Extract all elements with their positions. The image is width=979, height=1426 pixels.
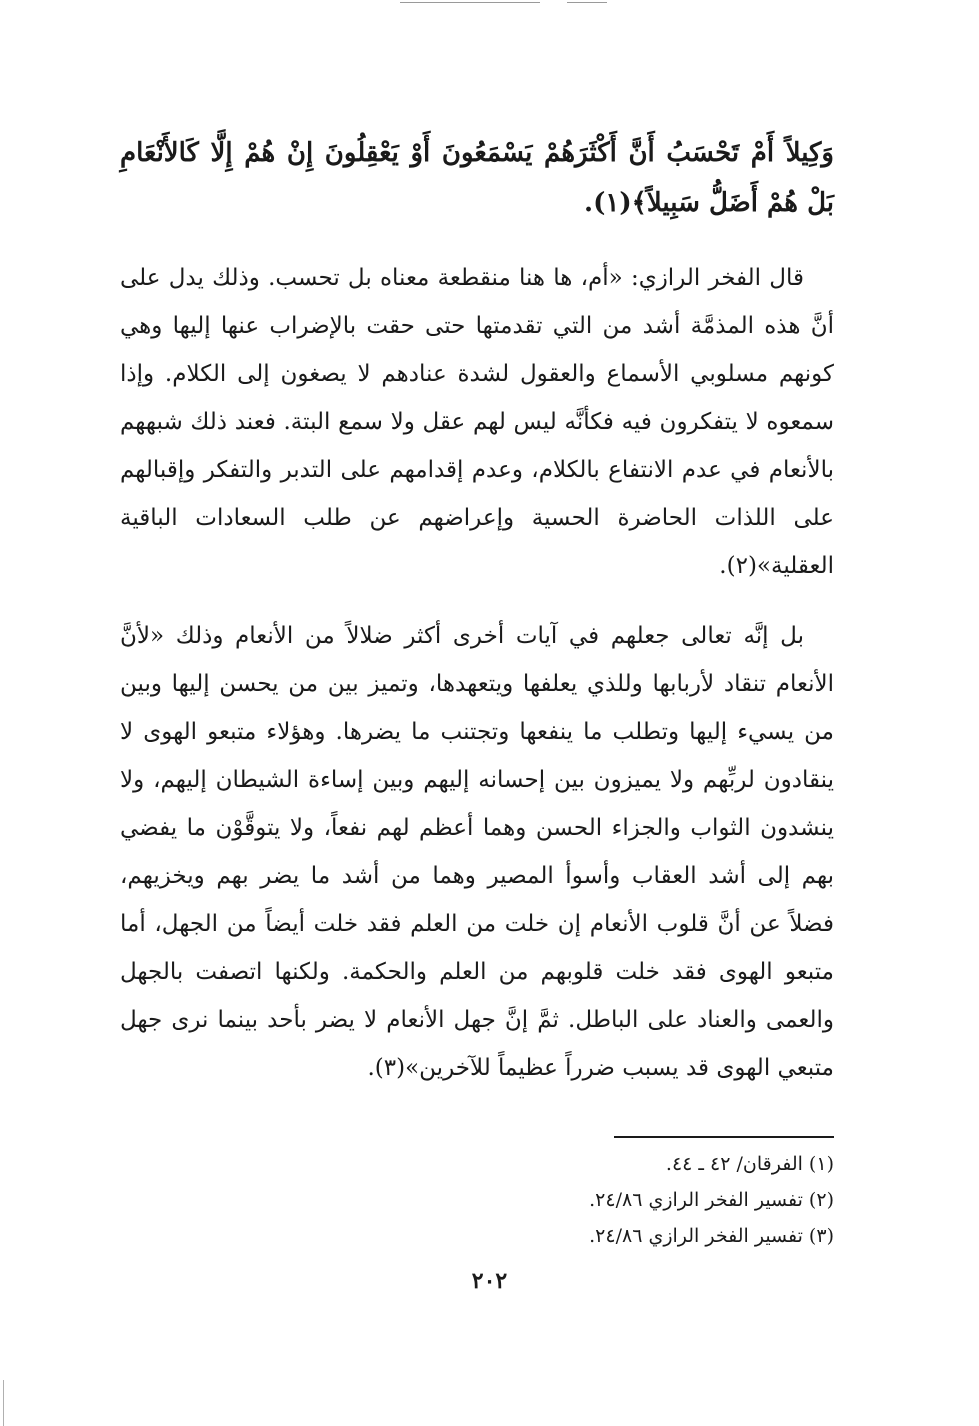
footnote-separator: [614, 1136, 834, 1138]
paragraph-anam-comparison: بل إنَّه تعالى جعلهم في آيات أخرى أكثر ضلالاً من الأنعام وذلك «لأنَّ الأنعام تنقاد لأربابها وللذي يعلفها ويتعهدها، وتميز بين من يحسن إليها وبين من يسيء إليها وتطلب ما ينفعها وتجتنب ما يضرها. وهؤلاء متبعو الهوى لا ينقادون لربِّهم ولا يميزون بين إحسانه إليهم وبين إساءة الشيطان إليهم، ولا ينشدون الثواب والجزاء الحسن وهما أعظم لهم نفعاً، ولا يتوقَّوْن ما يفضي بهم إلى أشد العقاب وأسوأ المصير وهما من أشد ما يضر بهم ويخزيهم، فضلاً عن أنَّ قلوب الأنعام إن خلت من العلم فقد خلت أيضاً من الجهل، أما متبعو الهوى فقد خلت قلوبهم من العلم والحكمة. ولكنها اتصفت بالجهل والعمى والعناد على الباطل. ثمَّ إنَّ جهل الأنعام لا يضر بأحد بينما نرى جهل متبعي الهوى قد يسبب ضرراً عظيماً للآخرين»(٣).: [120, 623, 834, 1081]
footnote-3: (٣) تفسير الفخر الرازي ٢٤/٨٦.: [589, 1225, 834, 1247]
footnotes: [589, 1136, 834, 1254]
top-rule-right: [567, 2, 607, 3]
scan-margin-line: [3, 1380, 4, 1426]
footnote-1: (١) الفرقان/ ٤٢ ـ ٤٤.: [665, 1153, 834, 1175]
paragraph-razi-quote: قال الفخر الرازي: «أم، ها هنا منقطعة معناه بل تحسب. وذلك يدل على أنَّ هذه المذمَّة أشد من التي تقدمتها حتى حقت بالإضراب عنها إليها وهي كونهم مسلوبي الأسماع والعقول لشدة عنادهم لا يصغون إلى الكلام. وإذا سمعوه لا يتفكرون فيه فكأنَّه ليس لهم عقل ولا سمع البتة. فعند ذلك شبههم بالأنعام في عدم الانتفاع بالكلام، وعدم إقدامهم على التدبر والتفكر وإقبالهم على اللذات الحاضرة الحسية وإعراضهم عن طلب السعادات الباقية العقلية»(٢).: [120, 265, 834, 579]
page-number: ٢٠٢: [471, 1268, 508, 1294]
page-body: [120, 128, 834, 1114]
top-rule-left: [400, 2, 540, 3]
quran-verse: وَكِيلاً أَمْ تَحْسَبُ أَنَّ أَكْثَرَهُمْ يَسْمَعُونَ أَوْ يَعْقِلُونَ إِنْ هُمْ إِلَّا كَالأَنْعَامِ بَلْ هُمْ أَضَلُّ سَبِيلاً﴾(١).: [120, 138, 834, 218]
footnote-2: (٢) تفسير الفخر الرازي ٢٤/٨٦.: [589, 1189, 834, 1211]
